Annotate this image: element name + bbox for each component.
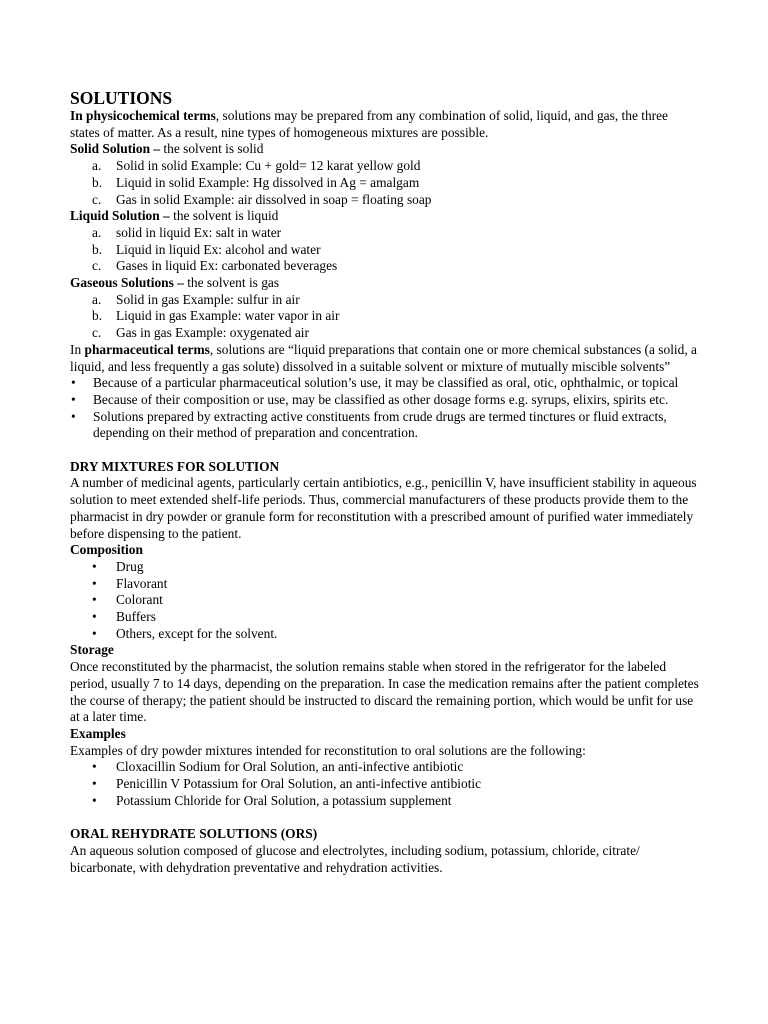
- examples-list: [70, 759, 700, 809]
- list-item: [70, 175, 700, 192]
- list-marker: a.: [92, 224, 102, 240]
- pharma-bold: pharmaceutical terms: [84, 341, 210, 357]
- liquid-heading-line: [70, 208, 700, 225]
- bullet-item: [70, 776, 700, 793]
- bullet-item: [70, 576, 700, 593]
- list-item-text: solid in liquid Ex: salt in water: [116, 224, 282, 240]
- document-content: [70, 88, 700, 876]
- bullet-item: [70, 793, 700, 810]
- storage-paragraph: Once reconstituted by the pharmacist, the solution remains stable when stored in the refrigerator for the labeled period, usually 7 to 14 days, depending on the preparation. In case the medication remains after the patient completes the course of therapy; the patient should be instructed to discard the remaining portion, which would be unfit for use at a later time.: [70, 659, 699, 725]
- bullet-text: Flavorant: [116, 575, 168, 591]
- list-item-text: Solid in gas Example: sulfur in air: [116, 291, 300, 307]
- list-marker: c.: [92, 325, 102, 341]
- list-item-text: Liquid in solid Example: Hg dissolved in Ag = amalgam: [116, 174, 420, 190]
- bullet-marker: •: [92, 609, 97, 625]
- bullet-marker: •: [92, 592, 97, 608]
- page-title: SOLUTIONS: [70, 88, 173, 108]
- intro-paragraph: [70, 108, 700, 141]
- gaseous-heading-text: the solvent is gas: [183, 275, 280, 291]
- bullet-marker: •: [92, 625, 97, 641]
- bullet-marker: •: [92, 776, 97, 792]
- bullet-text: Drug: [116, 558, 144, 574]
- list-item-text: Liquid in gas Example: water vapor in air: [116, 308, 340, 324]
- gaseous-heading: Gaseous Solutions –: [70, 275, 184, 291]
- bullet-item: [70, 375, 700, 392]
- intro-text: , solutions may be prepared from any combination of solid, liquid, and gas, the three states of matter. As a result, nine types of homogeneous mixtures are possible.: [70, 108, 668, 140]
- gaseous-list: [70, 292, 700, 342]
- list-marker: a.: [92, 291, 102, 307]
- bullet-text: Buffers: [116, 609, 156, 625]
- list-marker: b.: [92, 241, 103, 257]
- liquid-heading-text: the solvent is liquid: [169, 208, 279, 224]
- bullet-item: [70, 559, 700, 576]
- list-item: [70, 258, 700, 275]
- composition-list: [70, 559, 700, 643]
- bullet-marker: •: [92, 759, 97, 775]
- bullet-item: [70, 626, 700, 643]
- list-item: [70, 325, 700, 342]
- list-marker: a.: [92, 158, 102, 174]
- solid-heading-text: the solvent is solid: [160, 141, 264, 157]
- list-marker: b.: [92, 174, 103, 190]
- bullet-text: Because of their composition or use, may be classified as other dosage forms e.g. syrups, elixirs, spirits etc.: [93, 391, 669, 407]
- liquid-list: [70, 225, 700, 275]
- examples-heading: Examples: [70, 726, 126, 741]
- list-item: [70, 158, 700, 175]
- list-item: [70, 292, 700, 309]
- solid-heading-line: [70, 141, 700, 158]
- bullet-marker: •: [92, 575, 97, 591]
- bullet-text: Solutions prepared by extracting active constituents from crude drugs are termed tinctures or fluid extracts, depending on their method of preparation and concentration.: [93, 408, 667, 441]
- bullet-text: Colorant: [116, 592, 163, 608]
- gaseous-heading-line: [70, 275, 700, 292]
- list-item-text: Gases in liquid Ex: carbonated beverages: [116, 258, 338, 274]
- bullet-text: Cloxacillin Sodium for Oral Solution, an anti-infective antibiotic: [116, 759, 464, 775]
- solid-heading: Solid Solution –: [70, 141, 161, 157]
- intro-bold: In physicochemical terms: [70, 108, 216, 123]
- bullet-marker: •: [71, 408, 76, 424]
- list-marker: c.: [92, 258, 102, 274]
- list-item-text: Solid in solid Example: Cu + gold= 12 karat yellow gold: [116, 158, 421, 174]
- pharma-prefix: In: [70, 341, 85, 357]
- storage-heading: Storage: [70, 642, 114, 658]
- bullet-marker: •: [92, 558, 97, 574]
- bullet-text: Potassium Chloride for Oral Solution, a potassium supplement: [116, 792, 452, 808]
- bullet-item: [70, 759, 700, 776]
- bullet-item: [70, 392, 700, 409]
- list-item: [70, 308, 700, 325]
- list-item: [70, 225, 700, 242]
- bullet-item: [70, 609, 700, 626]
- bullet-item: [70, 592, 700, 609]
- bullet-marker: •: [92, 792, 97, 808]
- ors-heading: ORAL REHYDRATE SOLUTIONS (ORS): [70, 826, 318, 842]
- ors-paragraph: An aqueous solution composed of glucose and electrolytes, including sodium, potassium, chloride, citrate/ bicarbonate, with dehydration preventative and rehydration activities.: [70, 842, 640, 875]
- list-item: [70, 242, 700, 259]
- bullet-text: Penicillin V Potassium for Oral Solution, an anti-infective antibiotic: [116, 776, 482, 792]
- solid-list: [70, 158, 700, 208]
- liquid-heading: Liquid Solution –: [70, 208, 170, 224]
- bullet-marker: •: [71, 391, 76, 407]
- composition-heading: Composition: [70, 542, 143, 558]
- pharma-paragraph: [70, 342, 700, 375]
- pharma-text: , solutions are “liquid preparations that contain one or more chemical substances (a solid, a liquid, and less frequently a gas solute) dissolved in a suitable solvent or mixture of mutually miscible solvents”: [70, 341, 697, 374]
- list-item-text: Liquid in liquid Ex: alcohol and water: [116, 241, 321, 257]
- bullet-marker: •: [71, 375, 76, 391]
- dry-mixtures-paragraph: A number of medicinal agents, particularly certain antibiotics, e.g., penicillin V, have insufficient stability in aqueous solution to meet extended shelf-life periods. Thus, commercial manufacturers of these products provide them to the pharmacist in dry powder or granule form for reconstitution with a prescribed amount of purified water immediately before dispensing to the patient.: [70, 475, 697, 541]
- list-item-text: Gas in solid Example: air dissolved in soap = floating soap: [116, 191, 432, 207]
- bullet-text: Because of a particular pharmaceutical solution’s use, it may be classified as oral, otic, ophthalmic, or topical: [93, 375, 679, 391]
- list-item: [70, 192, 700, 209]
- bullet-item: [70, 409, 700, 442]
- dry-mixtures-heading: DRY MIXTURES FOR SOLUTION: [70, 458, 280, 474]
- pharma-bullets: [70, 375, 700, 442]
- list-marker: b.: [92, 308, 103, 324]
- list-marker: c.: [92, 191, 102, 207]
- section-spacer: [70, 442, 700, 459]
- section-spacer: [70, 810, 700, 827]
- bullet-text: Others, except for the solvent.: [116, 625, 278, 641]
- examples-paragraph: Examples of dry powder mixtures intended for reconstitution to oral solutions are the following:: [70, 742, 586, 758]
- list-item-text: Gas in gas Example: oxygenated air: [116, 325, 309, 341]
